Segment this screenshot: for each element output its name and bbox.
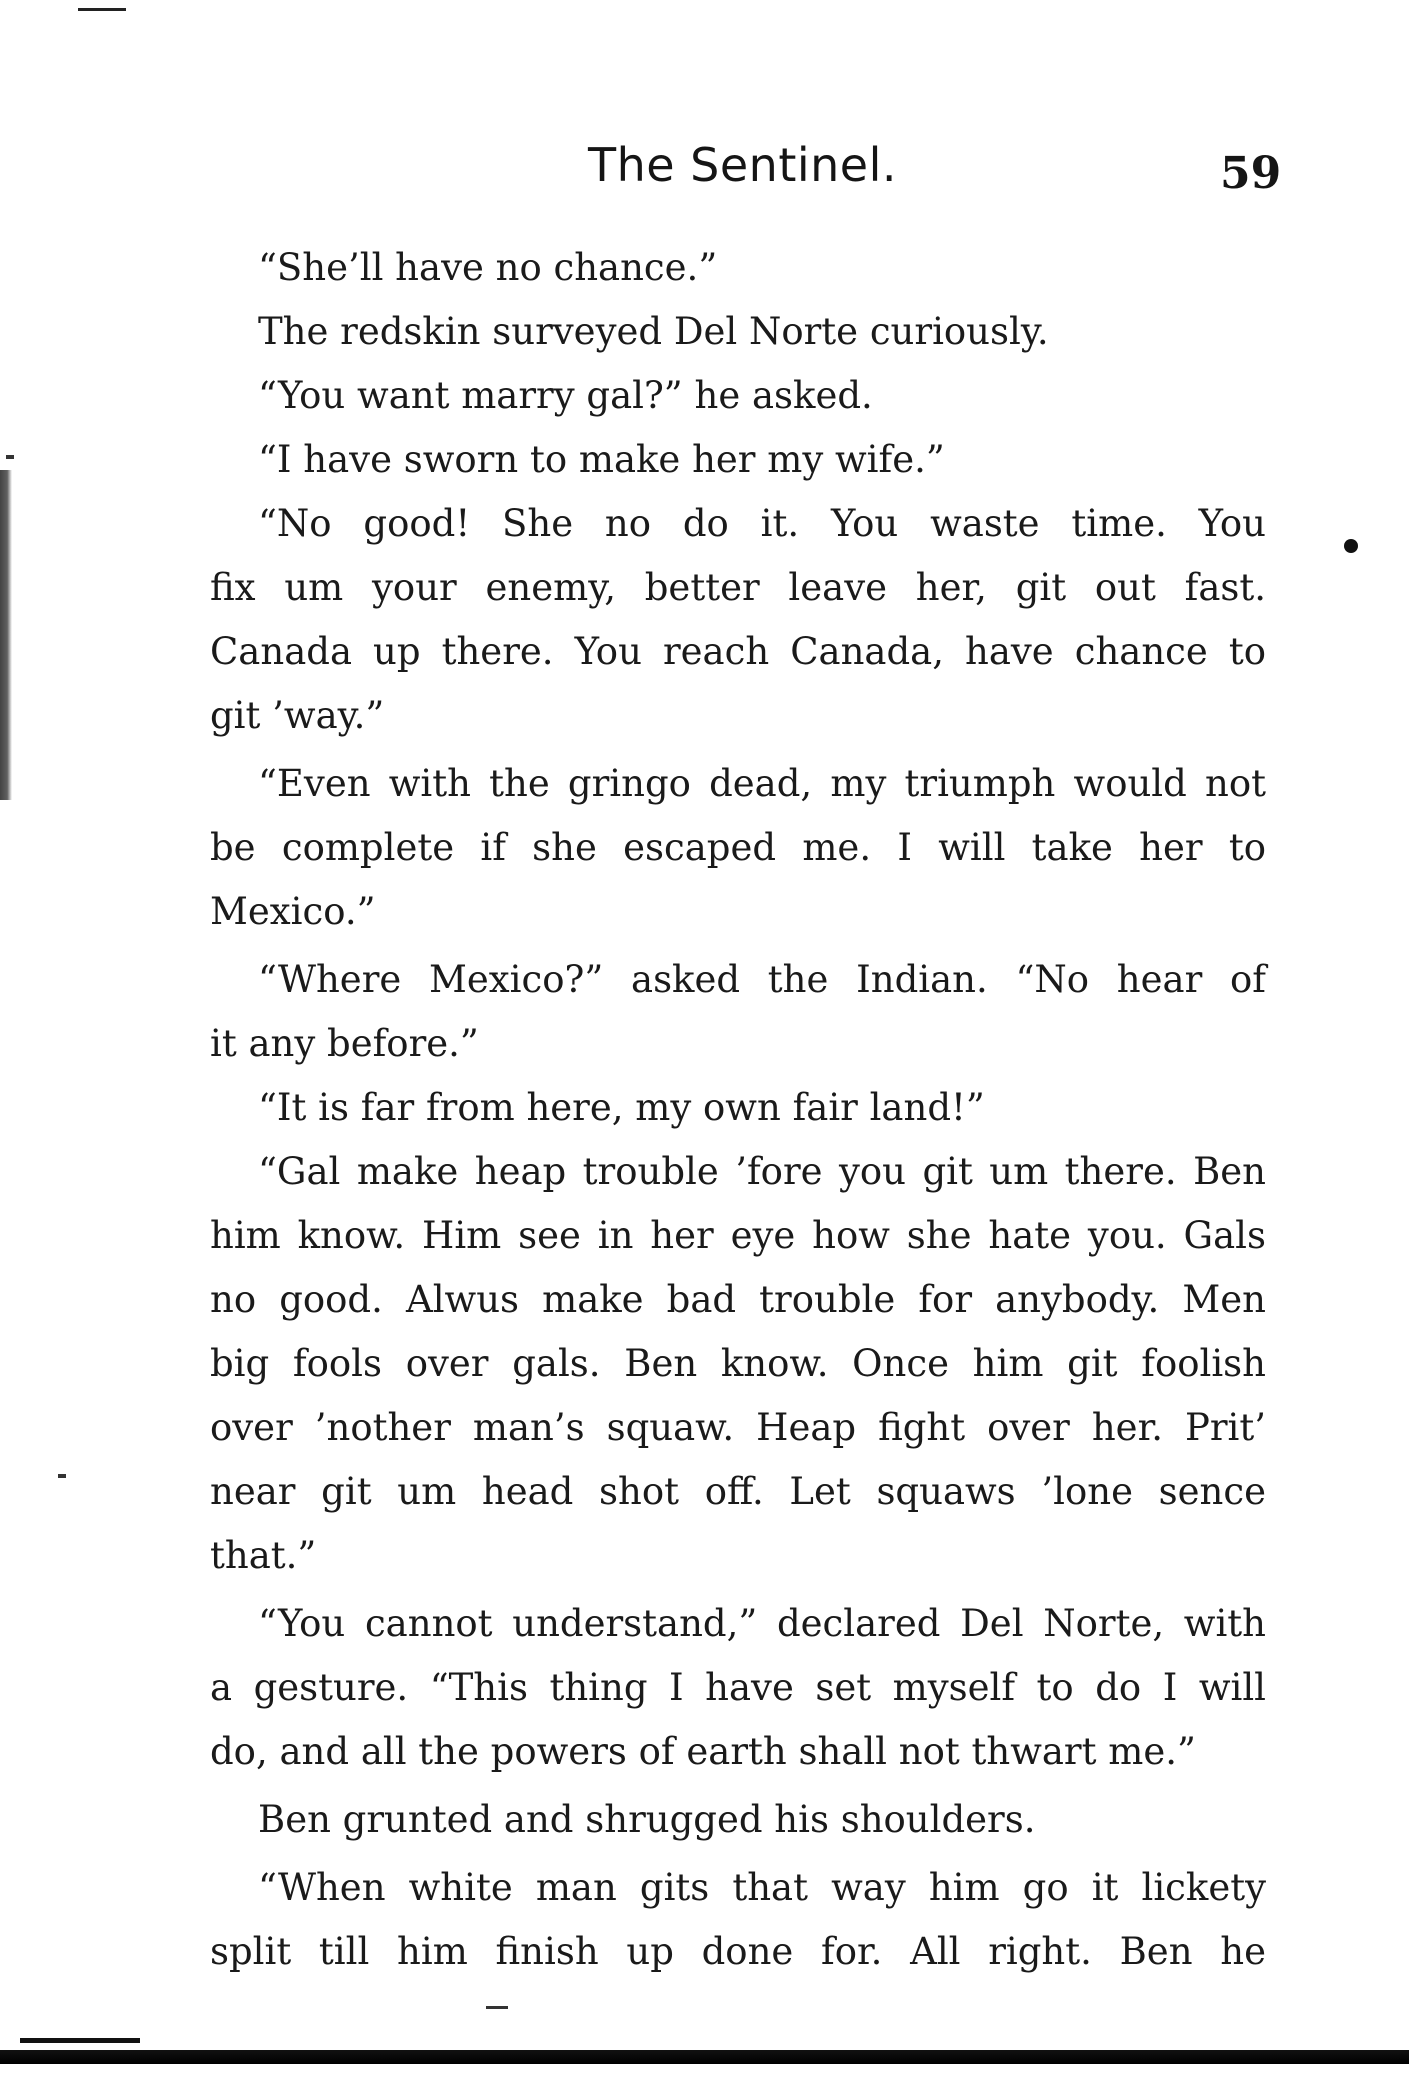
text-line: it any before.” [210,1022,479,1065]
text-line: over ’nother man’s squaw. Heap fight over her. Prit’ [210,1406,1266,1449]
text-line: “Even with the gringo dead, my triumph would not [258,762,1266,805]
paragraph [210,948,1266,1076]
paragraph [210,1592,1266,1784]
text-line: “No good! She no do it. You waste time. You [258,502,1266,545]
paragraph [210,492,1266,748]
paragraph [210,364,1266,428]
text-line: fix um your enemy, better leave her, git out fast. [210,566,1266,609]
text-line: The redskin surveyed Del Norte curiously. [258,310,1049,353]
scan-artifact-bottom-bar [0,2050,1409,2064]
text-line: “I have sworn to make her my wife.” [258,438,945,481]
running-title: The Sentinel. [588,138,898,192]
text-line: “Where Mexico?” asked the Indian. “No hear of [258,958,1266,1001]
text-line: no good. Alwus make bad trouble for anybody. Men [210,1278,1266,1321]
scan-artifact-left-edge [0,470,12,800]
paragraph [210,1788,1266,1852]
page-number: 59 [1220,148,1282,199]
text-line: big fools over gals. Ben know. Once him git foolish [210,1342,1266,1385]
paragraph [210,428,1266,492]
scan-artifact-dot [1344,539,1358,553]
scan-artifact-top-rule [78,8,126,11]
text-line: git ’way.” [210,694,385,737]
text-line: Ben grunted and shrugged his shoulders. [258,1798,1036,1841]
text-line: be complete if she escaped me. I will take her to [210,826,1266,869]
paragraph [210,236,1266,300]
text-line: Canada up there. You reach Canada, have chance to [210,630,1266,673]
paragraph [210,1076,1266,1140]
scan-artifact-bottom-lead [20,2038,140,2043]
paragraph [210,752,1266,944]
paragraph [210,1856,1266,1984]
text-line: “It is far from here, my own fair land!” [258,1086,985,1129]
text-line: split till him finish up done for. All right. Ben he [210,1930,1266,1973]
body-text [210,236,1266,1984]
text-line: “You cannot understand,” declared Del Norte, with [258,1602,1266,1645]
text-line: him know. Him see in her eye how she hate you. Gals [210,1214,1266,1257]
text-line: “When white man gits that way him go it lickety [258,1866,1266,1909]
paragraph [210,1140,1266,1588]
text-line: that.” [210,1534,317,1577]
running-head [0,138,1409,198]
scan-artifact-tick [486,2006,508,2009]
scan-artifact-mark [58,1474,66,1478]
text-line: a gesture. “This thing I have set myself to do I will [210,1666,1266,1709]
text-line: “Gal make heap trouble ’fore you git um there. Ben [258,1150,1266,1193]
text-line: “You want marry gal?” he asked. [258,374,873,417]
text-line: do, and all the powers of earth shall not thwart me.” [210,1730,1196,1773]
text-line: Mexico.” [210,890,376,933]
scan-artifact-mark [6,455,14,459]
paragraph [210,300,1266,364]
text-line: near git um head shot off. Let squaws ’lone sence [210,1470,1266,1513]
text-line: “She’ll have no chance.” [258,246,718,289]
